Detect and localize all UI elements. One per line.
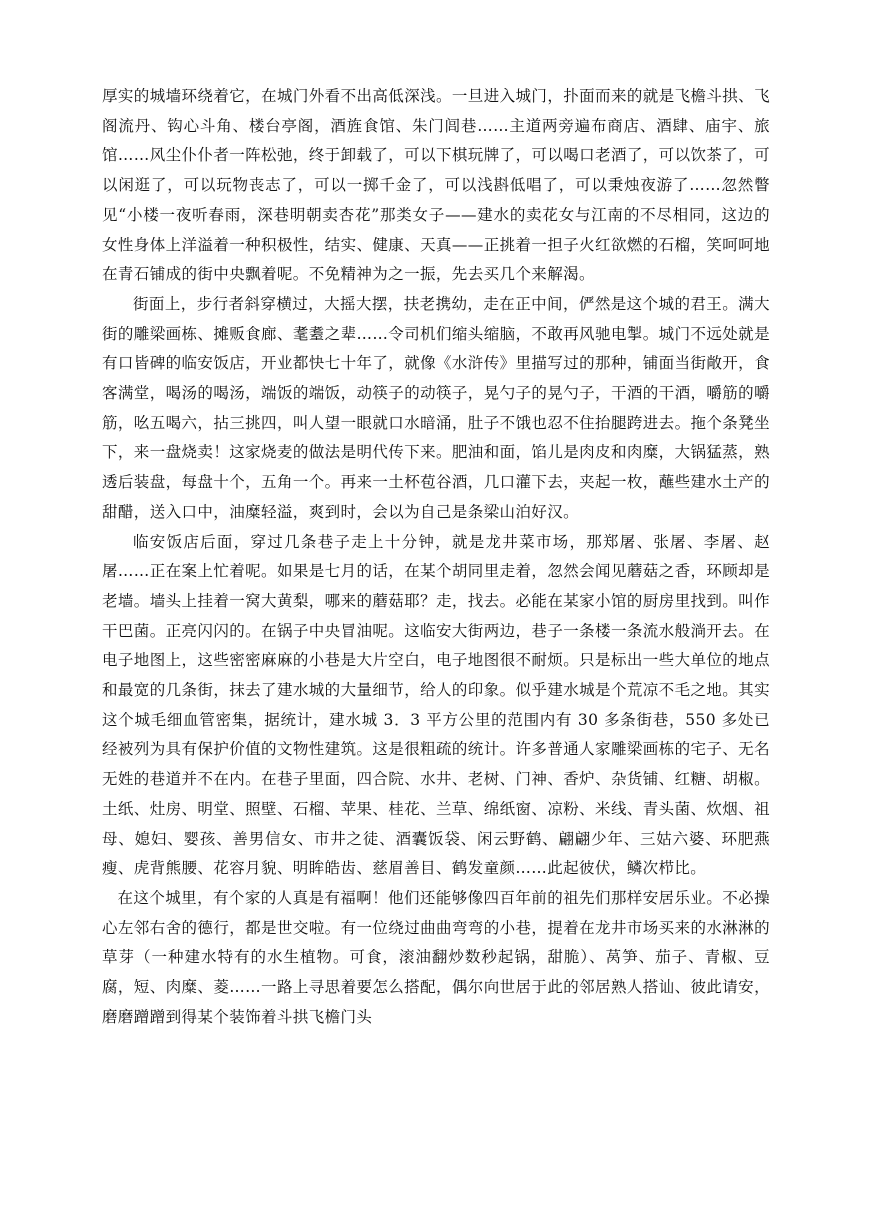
paragraph-city-gate: 厚实的城墙环绕着它，在城门外看不出高低深浅。一旦进入城门，扑面而来的就是飞檐斗拱、飞阁流丹、钩心斗角、楼台亭阁，酒旌食馆、朱门闾巷……主道两旁遍布商店、酒肆、庙宇、旅馆……风尘仆仆者一阵松弛，终于卸载了，可以下棋玩牌了，可以喝口老酒了，可以饮茶了，可以闲逛了，可以玩物丧志了，可以一掷千金了，可以浅斟低唱了，可以秉烛夜游了……忽然瞥见“小楼一夜听春雨，深巷明朝卖杏花”那类女子——建水的卖花女与江南的不尽相同，这边的女性身体上洋溢着一种积极性，结实、健康、天真——正挑着一担子火红欲燃的石榴，笑呵呵地在青石铺成的街中央飘着呢。不免精神为之一振，先去买几个来解渴。 <box>102 87 770 284</box>
paragraph-alleys: 临安饭店后面，穿过几条巷子走上十分钟，就是龙井菜市场，那郑屠、张屠、李屠、赵屠……正在案上忙着呢。如果是七月的话，在某个胡同里走着，忽然会闻见蘑菇之香，环顾却是老墙。墙头上挂着一窝大黄梨，哪来的蘑菇耶？走，找去。必能在某家小馆的厨房里找到。叫作干巴菌。正亮闪闪的。在锅子中央冒油呢。这临安大街两边，巷子一条楼一条流水般淌开去。在电子地图上，这些密密麻麻的小巷是大片空白，电子地图很不耐烦。只是标出一些大单位的地点和最宽的几条街，抹去了建水城的大量细节，给人的印象。似乎建水城是个荒凉不毛之地。其实这个城毛细血管密集，据统计，建水城 3．3 平方公里的范围内有 30 多条街巷，550 多处已经被列为具有保护价值的文物性建筑。这是很粗疏的统计。许多普通人家雕梁画栋的宅子、无名无姓的巷道并不在内。在巷子里面，四合院、水井、老树、门神、香炉、杂货铺、红糖、胡椒。土纸、灶房、明堂、照壁、石榴、苹果、桂花、兰草、绵纸窗、凉粉、米线、青头菌、炊烟、祖母、媳妇、婴孩、善男信女、市井之徒、酒囊饭袋、闲云野鹤、翩翩少年、三姑六婆、环肥燕瘦、虎背熊腰、花容月貌、明眸皓齿、慈眉善目、鹤发童颜……此起彼伏，鳞次栉比。 <box>102 532 770 878</box>
paragraph-residents: 在这个城里，有个家的人真是有福啊！他们还能够像四百年前的祖先们那样安居乐业。不必操心左邻右舍的德行，都是世交啦。有一位绕过曲曲弯弯的小巷，提着在龙井市场买来的水淋淋的草芽（一种建水特有的水生植物。可食，滚油翻炒数秒起锅，甜脆）、莴笋、茄子、青椒、豆腐，短、肉糜、菱……一路上寻思着要怎么搭配，偶尔向世居于此的邻居熟人搭讪、彼此请安，磨磨蹭蹭到得某个装饰着斗拱飞檐门头 <box>102 888 770 1026</box>
paragraph-street-scene: 街面上，步行者斜穿横过，大摇大摆，扶老携幼，走在正中间，俨然是这个城的君王。满大街的雕梁画栋、摊贩食廊、耄耋之辈……令司机们缩头缩脑，不敢再风驰电掣。城门不远处就是有口皆碑的临安饭店，开业都快七十年了，就像《水浒传》里描写过的那种，铺面当街敞开，食客满堂，喝汤的喝汤，端饭的端饭，动筷子的动筷子，晃勺子的晃勺子，干酒的干酒，嚼筋的嚼筋，吆五喝六，拈三挑四，叫人望一眼就口水暗涌，肚子不饿也忍不住抬腿跨进去。拖个条凳坐下，来一盘烧卖！这家烧麦的做法是明代传下来。肥油和面，馅儿是肉皮和肉糜，大锅猛蒸，熟透后装盘，每盘十个，五角一个。再来一土杯苞谷酒，几口灌下去，夹起一枚，蘸些建水土产的甜醋，送入口中，油糜轻溢，爽到时，会以为自己是条梁山泊好汉。 <box>102 294 770 521</box>
article-body <box>102 82 770 1033</box>
